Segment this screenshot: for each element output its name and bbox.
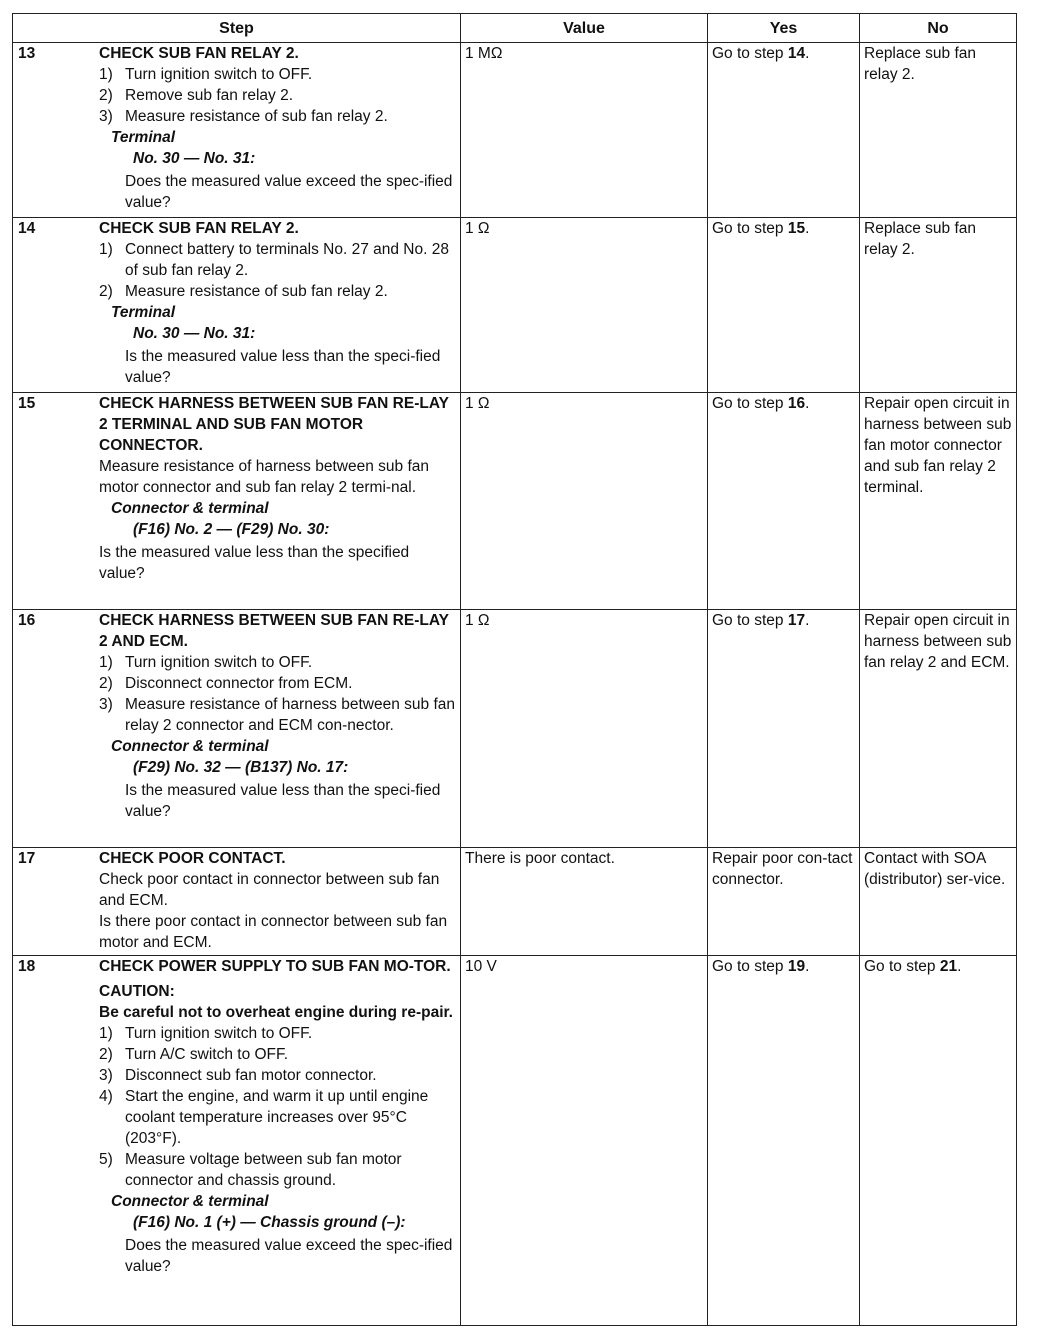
step-cell (13, 956, 461, 1326)
procedure-item: 5) Measure voltage between sub fan motor connector and chassis ground. (99, 1151, 402, 1189)
terminal-label: Connector & terminal (111, 738, 269, 755)
step-number: 18 (18, 958, 36, 975)
table-row (13, 218, 1017, 393)
step-link: 14 (787, 45, 806, 62)
step-number: 17 (18, 850, 36, 867)
table-row (13, 956, 1017, 1326)
table-row (13, 43, 1017, 218)
terminal-value: (F16) No. 1 (+) — Chassis ground (–): (133, 1214, 406, 1231)
step-question: Is there poor contact in connector between sub fan motor and ECM. (99, 913, 448, 951)
procedure-item: 1) Connect battery to terminals No. 27 and No. 28 of sub fan relay 2. (99, 241, 449, 279)
table-row (13, 393, 1017, 610)
value-cell: There is poor contact. (461, 848, 708, 956)
terminal-value: (F16) No. 2 — (F29) No. 30: (133, 521, 330, 538)
no-cell: Replace sub fan relay 2. (860, 218, 1017, 393)
step-link: 17 (787, 612, 806, 629)
step-cell (13, 848, 461, 956)
no-cell: Replace sub fan relay 2. (860, 43, 1017, 218)
header-row (13, 14, 1017, 43)
value-cell: 10 V (461, 956, 708, 1326)
procedure-item: 3) Measure resistance of sub fan relay 2. (99, 108, 388, 125)
step-description: Measure resistance of harness between sub fan motor connector and sub fan relay 2 termi-nal. (99, 458, 429, 496)
procedure-item: 1) Turn ignition switch to OFF. (99, 654, 313, 671)
step-number: 15 (18, 395, 36, 412)
terminal-label: Terminal (111, 304, 176, 321)
no-cell: Repair open circuit in harness between sub fan motor connector and sub fan relay 2 terminal. (860, 393, 1017, 610)
diagnostic-table (12, 13, 1017, 1326)
step-link: 16 (787, 395, 806, 412)
step-title: CHECK SUB FAN RELAY 2. (99, 220, 299, 237)
value-cell: 1 MΩ (461, 43, 708, 218)
yes-cell: Go to step 19. (708, 956, 860, 1326)
terminal-label: Connector & terminal (111, 1193, 269, 1210)
value-cell: 1 Ω (461, 393, 708, 610)
terminal-value: (F29) No. 32 — (B137) No. 17: (133, 759, 349, 776)
header-value: Value (461, 14, 708, 43)
value-cell: 1 Ω (461, 610, 708, 848)
step-question: Is the measured value less than the speci-fied value? (125, 782, 441, 820)
step-number: 13 (18, 45, 36, 62)
procedure-item: 3) Disconnect sub fan motor connector. (99, 1067, 377, 1084)
no-cell: Contact with SOA (distributor) ser-vice. (860, 848, 1017, 956)
procedure-item: 2) Turn A/C switch to OFF. (99, 1046, 289, 1063)
table-row (13, 610, 1017, 848)
step-question: Is the measured value less than the specified value? (99, 544, 410, 582)
step-description: Check poor contact in connector between sub fan and ECM. (99, 871, 440, 909)
step-cell (13, 218, 461, 393)
procedure-item: 2) Remove sub fan relay 2. (99, 87, 294, 104)
value-cell: 1 Ω (461, 218, 708, 393)
caution-label: CAUTION: (99, 983, 175, 1000)
header-step: Step (13, 14, 461, 43)
procedure-item: 1) Turn ignition switch to OFF. (99, 66, 313, 83)
no-cell: Go to step 21. (860, 956, 1017, 1326)
procedure-item: 2) Disconnect connector from ECM. (99, 675, 353, 692)
header-yes: Yes (708, 14, 860, 43)
procedure-item: 4) Start the engine, and warm it up until engine coolant temperature increases over 95°C (203°F). (99, 1088, 429, 1147)
procedure-item: 1) Turn ignition switch to OFF. (99, 1025, 313, 1042)
step-cell (13, 610, 461, 848)
step-title: CHECK POWER SUPPLY TO SUB FAN MO-TOR. (99, 958, 451, 975)
procedure-item: 3) Measure resistance of harness between sub fan relay 2 connector and ECM con-nector. (99, 696, 455, 734)
step-link: 15 (787, 220, 806, 237)
terminal-value: No. 30 — No. 31: (133, 325, 256, 342)
terminal-label: Terminal (111, 129, 176, 146)
step-question: Is the measured value less than the speci-fied value? (125, 348, 441, 386)
yes-cell: Go to step 15. (708, 218, 860, 393)
terminal-value: No. 30 — No. 31: (133, 150, 256, 167)
step-number: 14 (18, 220, 36, 237)
step-title: CHECK HARNESS BETWEEN SUB FAN RE-LAY 2 TERMINAL AND SUB FAN MOTOR CONNECTOR. (99, 395, 449, 454)
caution-text: Be careful not to overheat engine during re-pair. (99, 1004, 453, 1021)
table-row (13, 848, 1017, 956)
header-no: No (860, 14, 1017, 43)
yes-cell: Go to step 17. (708, 610, 860, 848)
step-title: CHECK SUB FAN RELAY 2. (99, 45, 299, 62)
yes-cell: Go to step 16. (708, 393, 860, 610)
no-cell: Repair open circuit in harness between sub fan relay 2 and ECM. (860, 610, 1017, 848)
procedure-item: 2) Measure resistance of sub fan relay 2. (99, 283, 388, 300)
step-title: CHECK HARNESS BETWEEN SUB FAN RE-LAY 2 AND ECM. (99, 612, 449, 650)
terminal-label: Connector & terminal (111, 500, 269, 517)
step-title: CHECK POOR CONTACT. (99, 850, 286, 867)
yes-cell: Go to step 14. (708, 43, 860, 218)
step-question: Does the measured value exceed the spec-ified value? (125, 1237, 453, 1275)
step-question: Does the measured value exceed the spec-ified value? (125, 173, 453, 211)
step-cell (13, 393, 461, 610)
step-link: 19 (787, 958, 806, 975)
step-number: 16 (18, 612, 36, 629)
step-link: 21 (939, 958, 958, 975)
yes-cell: Repair poor con-tact connector. (708, 848, 860, 956)
step-cell (13, 43, 461, 218)
